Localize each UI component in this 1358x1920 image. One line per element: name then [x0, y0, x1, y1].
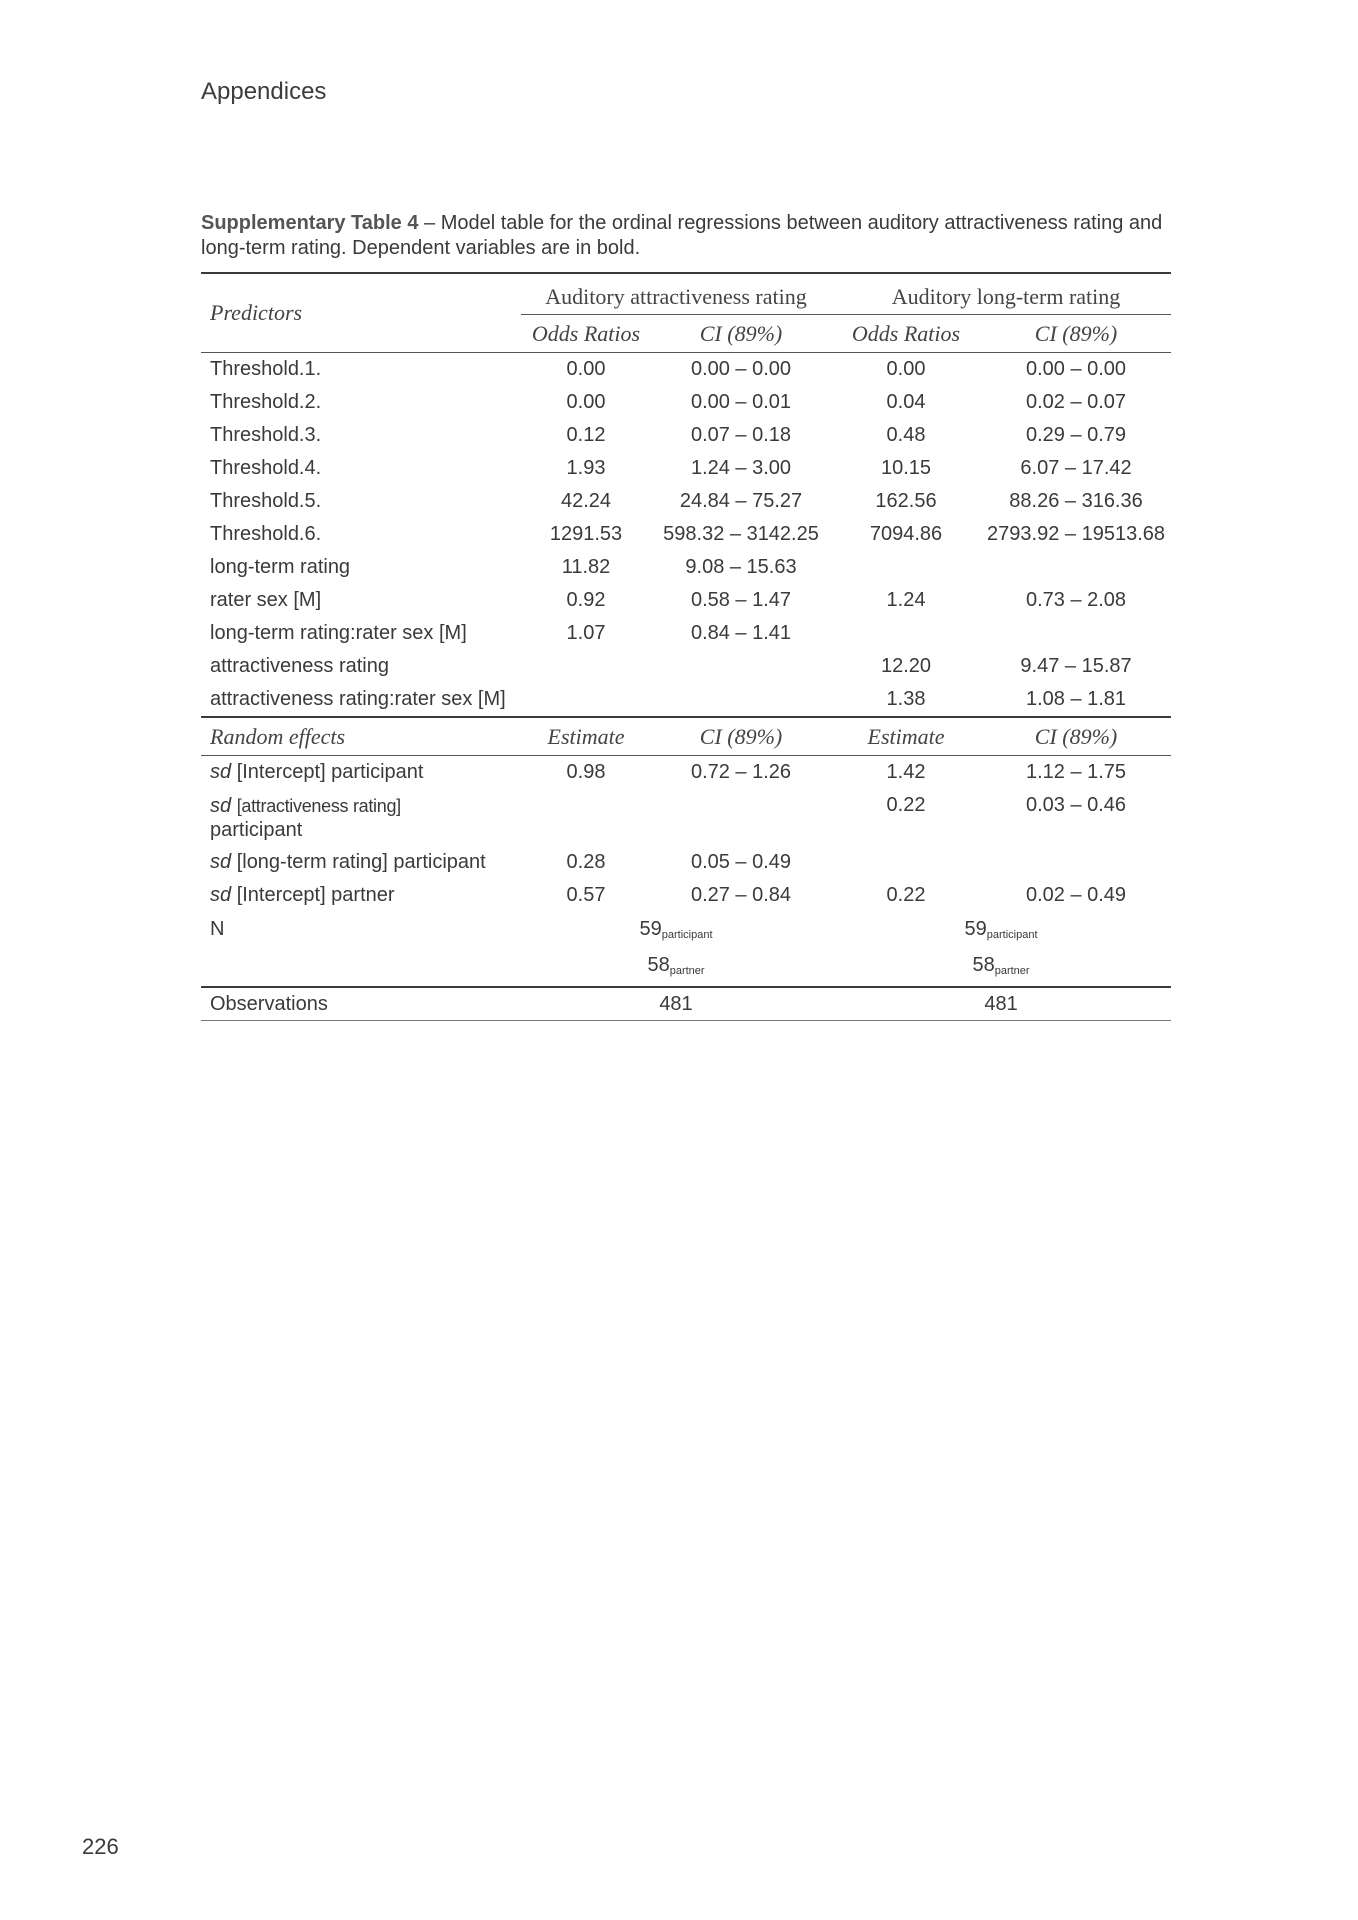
table-row	[201, 756, 1171, 790]
col-estimate-1: Estimate	[521, 717, 651, 756]
cell-ci1	[651, 650, 831, 683]
cell-or2: 1.38	[886, 688, 926, 710]
n2-partner: 58	[972, 954, 995, 976]
sd-label: sd	[210, 795, 232, 817]
row-label	[201, 756, 521, 790]
participant-sub: participant	[661, 929, 713, 941]
row-label-text: [Intercept] participant	[236, 761, 424, 783]
observations-model2: 481	[831, 987, 1171, 1021]
table-row	[201, 683, 1171, 717]
n1-participant: 59	[639, 918, 662, 940]
row-label: rater sex [M]	[210, 589, 322, 611]
group-header-long-term: Auditory long-term rating	[831, 273, 1171, 315]
table-row	[201, 518, 1171, 551]
table-row	[201, 419, 1171, 452]
cell-or1: 0.12	[566, 424, 606, 446]
cell-or2: 162.56	[875, 490, 937, 512]
model-table-wrapper	[201, 272, 1171, 1021]
row-label: Threshold.3.	[210, 424, 322, 446]
cell-or1: 0.00	[566, 358, 606, 380]
running-head: Appendices	[201, 78, 327, 105]
cell-e2: 1.42	[886, 761, 926, 783]
cell-ci2: 0.03 – 0.46	[1025, 794, 1127, 816]
cell-or2: 0.48	[886, 424, 926, 446]
cell-ci1: 0.00 – 0.00	[690, 358, 792, 380]
participant-sub: participant	[986, 929, 1038, 941]
cell-e1: 0.57	[566, 884, 606, 906]
row-label-text: [long-term rating] participant	[236, 851, 486, 873]
sd-label: sd	[210, 884, 232, 906]
cell-e1	[521, 789, 651, 846]
cell-ci2: 9.47 – 15.87	[1020, 655, 1132, 677]
observations-label: Observations	[201, 987, 521, 1021]
row-label	[201, 879, 521, 912]
col-odds-ratios-1: Odds Ratios	[521, 315, 651, 353]
observations-row	[201, 987, 1171, 1021]
random-effects-header-row	[201, 717, 1171, 756]
table-row	[201, 846, 1171, 879]
cell-ci2: 0.00 – 0.00	[1025, 358, 1127, 380]
n-cell-model2	[831, 912, 1171, 987]
cell-or2: 0.04	[886, 391, 926, 413]
cell-ci1: 0.07 – 0.18	[690, 424, 792, 446]
table-row	[201, 789, 1171, 846]
row-label: Threshold.6.	[210, 523, 322, 545]
row-label-text-2: participant	[210, 819, 303, 841]
cell-or2	[831, 617, 981, 650]
col-estimate-2: Estimate	[831, 717, 981, 756]
table-row	[201, 452, 1171, 485]
cell-ci1: 0.72 – 1.26	[690, 761, 792, 783]
row-label: Threshold.4.	[210, 457, 322, 479]
cell-or1: 0.00	[566, 391, 606, 413]
cell-or1: 0.92	[566, 589, 606, 611]
group-header-attractiveness: Auditory attractiveness rating	[521, 273, 831, 315]
cell-ci1: 1.24 – 3.00	[690, 457, 792, 479]
cell-ci1	[651, 789, 831, 846]
cell-e2: 0.22	[886, 794, 926, 816]
col-odds-ratios-2: Odds Ratios	[831, 315, 981, 353]
row-label: Threshold.2.	[210, 391, 322, 413]
cell-ci2: 1.12 – 1.75	[1025, 761, 1127, 783]
cell-ci1: 0.27 – 0.84	[690, 884, 792, 906]
cell-ci1: 24.84 – 75.27	[679, 490, 803, 512]
col-ci-re-2: CI (89%)	[981, 717, 1171, 756]
row-label: long-term rating	[210, 556, 351, 578]
partner-sub: partner	[669, 965, 705, 977]
row-label-text: [Intercept] partner	[236, 884, 395, 906]
cell-or1: 11.82	[561, 556, 611, 578]
n-label: N	[210, 918, 225, 940]
page-number: 226	[82, 1834, 119, 1859]
table-row	[201, 584, 1171, 617]
row-label	[201, 846, 521, 879]
partner-sub: partner	[994, 965, 1030, 977]
cell-ci2	[981, 846, 1171, 879]
sd-label: sd	[210, 761, 232, 783]
cell-or2: 10.15	[880, 457, 932, 479]
observations-model1: 481	[521, 987, 831, 1021]
table-row	[201, 485, 1171, 518]
cell-or2: 0.00	[886, 358, 926, 380]
row-label: attractiveness rating	[210, 655, 389, 677]
col-ci-re-1: CI (89%)	[651, 717, 831, 756]
row-label: attractiveness rating:rater sex [M]	[210, 688, 506, 710]
cell-ci2: 0.73 – 2.08	[1025, 589, 1127, 611]
cell-ci2	[981, 551, 1171, 584]
cell-e2	[831, 846, 981, 879]
cell-or2: 12.20	[880, 655, 932, 677]
cell-or1: 1.93	[566, 457, 606, 479]
cell-or1: 1291.53	[549, 523, 623, 545]
cell-ci2: 0.02 – 0.07	[1025, 391, 1127, 413]
cell-or1: 1.07	[566, 622, 606, 644]
cell-e2: 0.22	[886, 884, 926, 906]
cell-ci2: 0.29 – 0.79	[1025, 424, 1127, 446]
table-header-group-row	[201, 273, 1171, 315]
cell-ci2: 0.02 – 0.49	[1025, 884, 1127, 906]
table-caption	[201, 211, 1171, 261]
n1-partner: 58	[647, 954, 670, 976]
table-row	[201, 650, 1171, 683]
model-table	[201, 272, 1171, 1021]
cell-or2: 1.24	[886, 589, 926, 611]
cell-or1: 42.24	[560, 490, 612, 512]
cell-ci2: 1.08 – 1.81	[1025, 688, 1127, 710]
row-label	[201, 789, 521, 846]
table-row	[201, 353, 1171, 387]
cell-ci1: 0.84 – 1.41	[690, 622, 792, 644]
cell-ci2	[981, 617, 1171, 650]
cell-or1	[521, 683, 651, 717]
cell-or2	[831, 551, 981, 584]
cell-ci1: 0.05 – 0.49	[690, 851, 792, 873]
sd-label: sd	[210, 851, 232, 873]
cell-ci1	[651, 683, 831, 717]
caption-label: Supplementary Table 4	[201, 212, 419, 234]
n2-participant: 59	[964, 918, 987, 940]
cell-ci2: 6.07 – 17.42	[1020, 457, 1132, 479]
row-label-text: [attractiveness rating]	[236, 796, 401, 816]
row-label: Threshold.5.	[210, 490, 322, 512]
cell-or1	[521, 650, 651, 683]
table-row	[201, 879, 1171, 912]
n-row	[201, 912, 1171, 987]
n-cell-model1	[521, 912, 831, 987]
col-ci-2: CI (89%)	[981, 315, 1171, 353]
cell-ci2: 88.26 – 316.36	[1009, 490, 1143, 512]
cell-or2: 7094.86	[869, 523, 943, 545]
cell-e1: 0.98	[566, 761, 606, 783]
predictors-header: Predictors	[201, 273, 521, 353]
row-label: long-term rating:rater sex [M]	[210, 622, 467, 644]
random-effects-header: Random effects	[201, 717, 521, 756]
cell-ci1: 598.32 – 3142.25	[663, 523, 819, 545]
col-ci-1: CI (89%)	[651, 315, 831, 353]
row-label: Threshold.1.	[210, 358, 322, 380]
table-row	[201, 551, 1171, 584]
cell-ci1: 0.58 – 1.47	[690, 589, 792, 611]
table-row	[201, 617, 1171, 650]
cell-e1: 0.28	[566, 851, 606, 873]
table-row	[201, 386, 1171, 419]
cell-ci1: 0.00 – 0.01	[690, 391, 792, 413]
caption-text: – Model table for the ordinal regressions between auditory attractiveness rating and long-term rating. Dependent variables are in bold.	[201, 212, 1163, 259]
cell-ci1: 9.08 – 15.63	[685, 556, 797, 578]
cell-ci2: 2793.92 – 19513.68	[987, 523, 1165, 545]
